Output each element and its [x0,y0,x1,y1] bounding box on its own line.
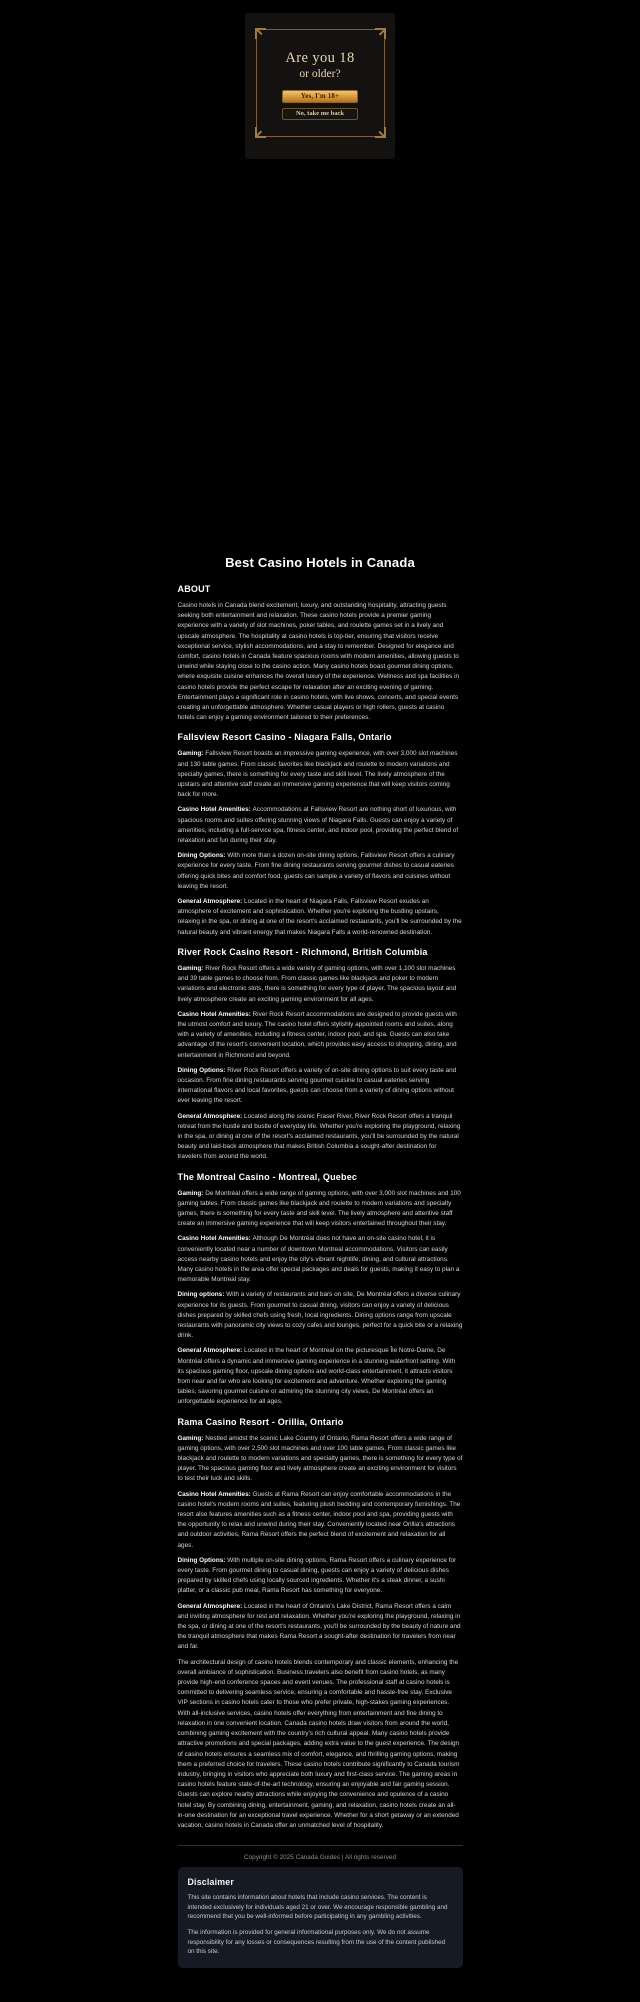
section-paragraph: Gaming: River Rock Resort offers a wide variety of gaming options, with over 1,100 slot machines and 39 table games to choose from. From classic games like blackjack and poker to modern variations and electronic slots, there is something for every type of player. The spacious layout and lively atmosphere create an exciting gaming environment for all ages. [177,964,457,1003]
section-heading: Rama Casino Resort - Orillia, Ontario [177,1416,344,1427]
article-content [178,555,463,1968]
sections-container [178,732,463,1652]
paragraph-label: Dining Options: [177,1066,228,1074]
footer-divider [178,1845,463,1846]
paragraph-label: General Atmosphere: [177,1602,245,1610]
about-heading: ABOUT [177,584,211,594]
paragraph-label: Dining options: [177,1291,227,1299]
disclaimer-heading: Disclaimer [187,1877,234,1888]
paragraph-label: Casino Hotel Amenities: [177,1235,253,1243]
section-paragraph: General Atmosphere: Located along the scenic Fraser River, River Rock Resort offers a tranquil retreat from the hustle and bustle of everyday life. Whether you're exploring the playground, relaxing in the spa, or dining at one of the resort's acclaimed restaurants, you'll be surrounded by the natural beauty and laid-back atmosphere that makes British Columbia a sought-after destination for travelers from around the world. [177,1112,461,1161]
paragraph-label: Dining Options: [177,852,228,860]
paragraph-label: Casino Hotel Amenities: [177,806,253,814]
section-heading: Fallsview Resort Casino - Niagara Falls, Ontario [177,732,392,743]
disclaimer-paragraph-2: The information is provided for general informational purposes only. We do not assume responsibility for any losses or consequences resulting from the use of the content published on this site. [187,1929,446,1956]
section-paragraph: Gaming: Fallsview Resort boasts an impressive gaming experience, with over 3,000 slot machines and 130 table games. From classic favorites like blackjack and roulette to modern variations and specialty games, there is something for every taste and skill level. The lively atmosphere of the upstairs and attentive staff create an immersive gaming experience that will keep visitors coming back for more. [177,750,458,799]
paragraph-label: Gaming: [177,750,206,758]
age-gate-title-line2: or older? [299,68,341,80]
section-paragraph: Casino Hotel Amenities: Accommodations at Fallsview Resort are nothing short of luxurious, with spacious rooms and suites offering stunning views of Niagara Falls. Guests can enjoy a variety of amenities, including a full-service spa, fitness center, and indoor pool, providing the perfect blend of relaxation and fun during their stay. [177,806,459,845]
section-paragraph: Dining options: With a variety of restaurants and bars on site, De Montréal offers a diverse culinary experience for its guests. From gourmet to casual dining, visitors can enjoy a variety of delicious dishes prepared by skilled chefs using fresh, local ingredients. Dining options range from upscale restaurants with panoramic city views to cozy cafes and lounges, perfect for a quick bite or a relaxing drink. [177,1291,463,1340]
corner-ornament-icon [375,127,386,138]
age-gate-buttons [282,90,358,120]
age-gate-title-line1: Are you 18 [285,50,355,66]
paragraph-label: Dining Options: [177,1556,228,1564]
section-paragraph: General Atmosphere: Located in the heart of Ontario's Lake District, Rama Resort offers a calm and inviting atmosphere for rest and relaxation. Whether you're exploring the playground, relaxing in the spa, or dining at one of the resort's restaurants, you'll be surrounded by the beauty of nature and the tranquil atmosphere that makes Rama Resort a sought-after destination for travelers from near and far. [177,1602,461,1651]
paragraph-label: Gaming: [177,964,206,972]
section-heading: River Rock Casino Resort - Richmond, British Columbia [177,946,428,957]
section-paragraph: Dining Options: With more than a dozen on-site dining options, Fallsview Resort offers a culinary experience for every taste. From fine dining restaurants serving gourmet dishes to casual eateries offering quick bites and comfort food, guests can sample a variety of flavors and cuisines without leaving the resort. [177,852,455,890]
disclaimer-card [178,1867,463,1967]
section-paragraph: Gaming: Nestled amidst the scenic Lake Country of Ontario, Rama Resort offers a wide range of gaming options, with over 2,500 slot machines and over 100 table games. From classic games like blackjack and roulette to modern variations and specialty games, there is something for every type of player. The spacious gaming floor and lively atmosphere create an exciting environment for visitors to test their luck and skills. [177,1434,463,1483]
paragraph-label: General Atmosphere: [177,1112,245,1120]
age-gate-frame [256,29,385,137]
age-gate-title [245,51,395,80]
section-paragraph: Casino Hotel Amenities: Although De Montréal does not have an on-site casino hotel, it is conveniently located near a number of downtown Montreal accommodations. Visitors can easily access nearby casino hotels and enjoy the city's vibrant nightlife, dining, and cultural attractions. Many casino hotels in the area offer special packages and deals for guests, making it easy to plan a memorable Montreal stay. [177,1235,460,1284]
corner-ornament-icon [375,28,386,39]
paragraph-label: Casino Hotel Amenities: [177,1010,253,1018]
copyright-text: Copyright © 2025 Canada Guides | All rights reserved [243,1854,396,1862]
corner-ornament-icon [255,28,266,39]
closing-paragraph: The architectural design of casino hotels blends contemporary and classic elements, enhancing the overall ambiance of sophistication. Business travelers also benefit from casino hotels, as many provide high-end conference spaces and event venues. The professional staff at casino hotels is committed to delivering seamless service, ensuring a comfortable and hassle-free stay. Exclusive VIP sections in casino hotels cater to those who prefer private, high-stakes gaming experiences. With all-inclusive services, casino hotels offer everything from entertainment and fine dining to relaxation in one convenient location. Canada casino hotels draw visitors from around the world, combining gaming excitement with the country's rich cultural appeal. Many casino hotels provide attractive promotions and special packages, adding extra value to the guest experience. The design of casino hotels ensures a seamless mix of comfort, elegance, and thrilling gaming options, making them a preferred choice for travelers. These casino hotels contribute significantly to Canada tourism industry, bringing in visitors who appreciate both luxury and first-class service. The gaming areas in casino hotels feature state-of-the-art technology, ensuring an enjoyable and fair gaming session. Guests can explore nearby attractions while enjoying the convenience and opulence of a casino hotel stay. By combining dining, entertainment, gaming, and relaxation, casino hotels create an all-in-one destination for an exceptional travel experience. Whether for a short getaway or an extended vacation, casino hotels in Canada offer an unmatched level of hospitality. [177,1658,460,1829]
disclaimer-paragraph-1: This site contains information about hotels that include casino services. The content is intended exclusively for individuals aged 21 or over. We encourage responsible gambling and recommend that you be well-informed before participating in any gambling activities. [187,1894,448,1920]
confirm-age-button[interactable]: Yes, I'm 18+ [282,90,358,103]
section-paragraph: Dining Options: River Rock Resort offers a variety of on-site dining options to suit every taste and occasion. From fine dining restaurants serving gourmet cuisine to casual eateries serving international flavors and local favorites, guests can choose from a variety of dining options without ever leaving the resort. [177,1066,457,1105]
paragraph-label: General Atmosphere: [177,898,245,906]
section-heading: The Montreal Casino - Montreal, Quebec [177,1171,358,1182]
paragraph-label: Gaming: [177,1434,206,1442]
age-gate-card [245,13,395,159]
section-paragraph: General Atmosphere: Located in the heart of Niagara Falls, Fallsview Resort exudes an atmosphere of excitement and sophistication. Whether you're exploring the bustling upstairs, relaxing in the spa, or dining at one of the resort's acclaimed restaurants, you'll be surrounded by the natural beauty and vibrant energy that makes Niagara Falls a world-renowned destination. [177,898,462,936]
paragraph-label: Casino Hotel Amenities: [177,1490,253,1498]
paragraph-label: General Atmosphere: [177,1347,245,1355]
section-paragraph: Dining Options: With multiple on-site dining options, Rama Resort offers a culinary experience for every taste. From gourmet dining to casual dining, guests can enjoy a variety of delicious dishes prepared by skilled chefs using locally sourced ingredients. Whether it's a steak dinner, a sushi platter, or a classic pub meal, Rama Resort has something for everyone. [177,1556,457,1595]
section-paragraph: General Atmosphere: Located in the heart of Montreal on the picturesque Île Notre-Dame, De Montréal offers a dynamic and immersive gaming experience in a stunning waterfront setting. With its spacious gaming floor, upscale dining options and world-class entertainment, it attracts visitors from near and far who are looking for excitement and adventure. Whether exploring the gaming tables, savoring gourmet cuisine or admiring the stunning city views, De Montréal offers an unforgettable experience for all ages. [177,1347,456,1406]
page-title: Best Casino Hotels in Canada [225,555,415,570]
about-paragraph: Casino hotels in Canada blend excitement, luxury, and outstanding hospitality, attracting guests seeking both entertainment and relaxation. These casino hotels provide a premier gaming experience with a variety of slot machines, poker tables, and roulette games set in a lively and upscale atmosphere. The hospitality at casino hotels is top-tier, ensuring that visitors receive exceptional service, stylish accommodations, and a stay to remember. Designed for elegance and comfort, casino hotels in Canada feature spacious rooms with modern amenities, allowing guests to unwind while staying close to the casino action. Many casino hotels boast gourmet dining options, where exquisite cuisine enhances the overall luxury of the experience. Wellness and spa facilities in casino hotels provide the perfect escape for relaxation after an exciting evening of gaming. Entertainment plays a significant role in casino hotels, with live shows, concerts, and special events creating an unforgettable atmosphere. Whether casual players or high rollers, guests at casino hotels can enjoy a gaming environment tailored to their preferences. [177,602,460,722]
decline-age-button[interactable]: No, take me back [282,108,358,120]
paragraph-label: Gaming: [177,1189,206,1197]
section-paragraph: Casino Hotel Amenities: Guests at Rama Resort can enjoy comfortable accommodations in the casino hotel's modern rooms and suites, featuring plush bedding and contemporary furnishings. The resort also features amenities such as a fitness center, indoor pool and spa, providing guests with the opportunity to relax and unwind during their stay. Conveniently located near Orillia's attractions and outdoor activities, Rama Resort offers the perfect blend of excitement and relaxation for all ages. [177,1490,461,1549]
section-paragraph: Casino Hotel Amenities: River Rock Resort accommodations are designed to provide guests with the utmost comfort and luxury. The casino hotel offers stylishly appointed rooms and suites, along with a variety of amenities, including a fitness center, indoor pool, and spa. Guests can also take advantage of the resort's convenient location, which provides easy access to shopping, dining, and entertainment in Richmond and beyond. [177,1010,457,1059]
spacer [0,159,640,555]
section-paragraph: Gaming: De Montréal offers a wide range of gaming options, with over 3,000 slot machines and 100 gaming tables. From classic games like blackjack and roulette to modern variations and specialty games, there is something for every taste and skill level. The lively atmosphere and attentive staff create an immersive gaming experience that will keep visitors entertained throughout their stay. [177,1189,461,1228]
corner-ornament-icon [255,127,266,138]
